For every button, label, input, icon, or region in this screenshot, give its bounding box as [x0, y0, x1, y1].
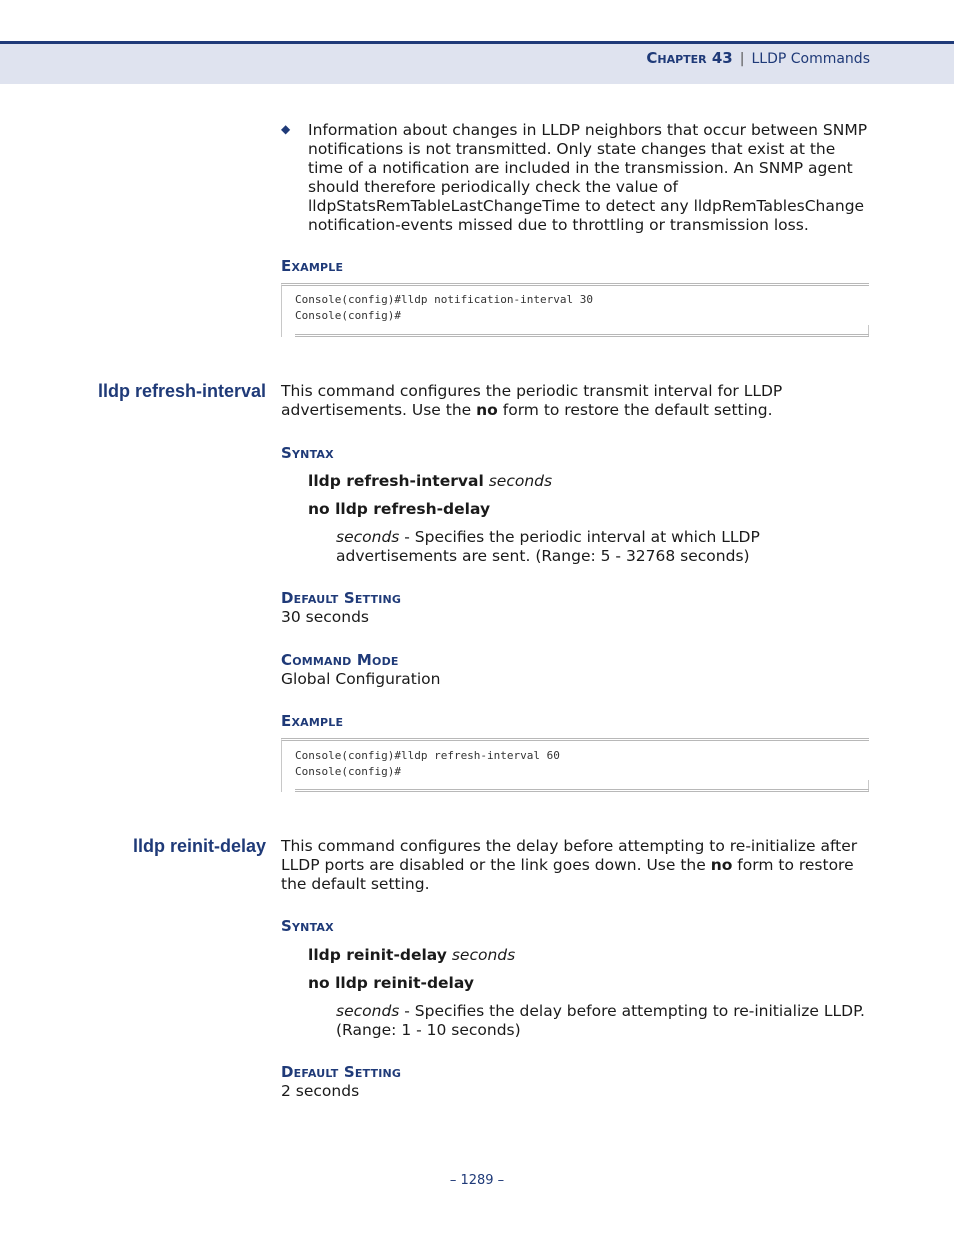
description-line: LLDP ports are disabled or the link goes down. Use the no form to restore	[281, 856, 854, 874]
bullet-line: notifications is not transmitted. Only state changes that exist at the	[308, 140, 836, 158]
parameter-name: seconds	[336, 528, 400, 546]
header-section-title: LLDP Commands	[751, 51, 870, 67]
no-keyword: no	[476, 401, 498, 419]
parameter-name: seconds	[336, 1002, 400, 1020]
header-text	[646, 49, 870, 67]
syntax-command: lldp reinit-delay seconds	[308, 946, 516, 964]
page-number: – 1289 –	[449, 1173, 505, 1188]
example-heading: Example	[281, 257, 344, 275]
example-heading: Example	[281, 712, 344, 730]
code-line: Console(config)#	[295, 309, 401, 322]
description-line: advertisements. Use the no form to restore the default setting.	[281, 401, 773, 419]
code-line: Console(config)#	[295, 765, 401, 778]
description-line: This command configures the delay before attempting to re-initialize after	[281, 837, 858, 855]
default-setting-value: 2 seconds	[281, 1082, 360, 1100]
syntax-heading: Syntax	[281, 444, 334, 462]
reinit-description	[281, 837, 901, 894]
bullet-line: time of a notification are included in the transmission. An SNMP agent	[308, 159, 853, 177]
bullet-paragraph	[308, 121, 878, 235]
page-header	[0, 41, 954, 84]
parameter-description: seconds - Specifies the delay before attempting to re-initialize LLDP. (Range: 1 - 10 seconds)	[336, 1002, 865, 1039]
syntax-no-command: no lldp reinit-delay	[308, 974, 474, 992]
chapter-label: Chapter 43	[646, 49, 733, 67]
bullet-line: should therefore periodically check the value of	[308, 178, 679, 196]
description-line: the default setting.	[281, 875, 430, 893]
syntax-command: lldp refresh-interval seconds	[308, 472, 553, 490]
bullet-line: lldpStatsRemTableLastChangeTime to detect any lldpRemTablesChange	[308, 197, 865, 215]
code-block	[281, 283, 869, 337]
description-line: This command configures the periodic transmit interval for LLDP	[281, 382, 783, 400]
no-keyword: no	[710, 856, 733, 874]
command-title-reinit-delay: lldp reinit-delay	[132, 836, 266, 856]
parameter-description: seconds - Specifies the periodic interval at which LLDP advertisements are sent. (Range: 5 - 32768 seconds)	[336, 528, 760, 565]
syntax-heading: Syntax	[281, 917, 334, 935]
code-block	[281, 738, 869, 792]
code-line: Console(config)#lldp notification-interval 30	[295, 293, 594, 306]
bullet-line: Information about changes in LLDP neighbors that occur between SNMP	[308, 121, 868, 139]
command-title-refresh-interval: lldp refresh-interval	[97, 381, 266, 401]
default-setting-heading: Default Setting	[281, 1063, 402, 1081]
syntax-no-command: no lldp refresh-delay	[308, 500, 491, 518]
command-mode-value: Global Configuration	[281, 670, 441, 688]
refresh-description	[281, 382, 881, 420]
default-setting-value: 30 seconds	[281, 608, 370, 626]
bullet-line: notification-events missed due to throttling or transmission loss.	[308, 216, 809, 234]
command-mode-heading: Command Mode	[281, 651, 399, 669]
header-separator: |	[739, 51, 745, 67]
default-setting-heading: Default Setting	[281, 589, 402, 607]
code-line: Console(config)#lldp refresh-interval 60	[295, 749, 560, 762]
diamond-bullet-icon: ◆	[281, 122, 291, 136]
